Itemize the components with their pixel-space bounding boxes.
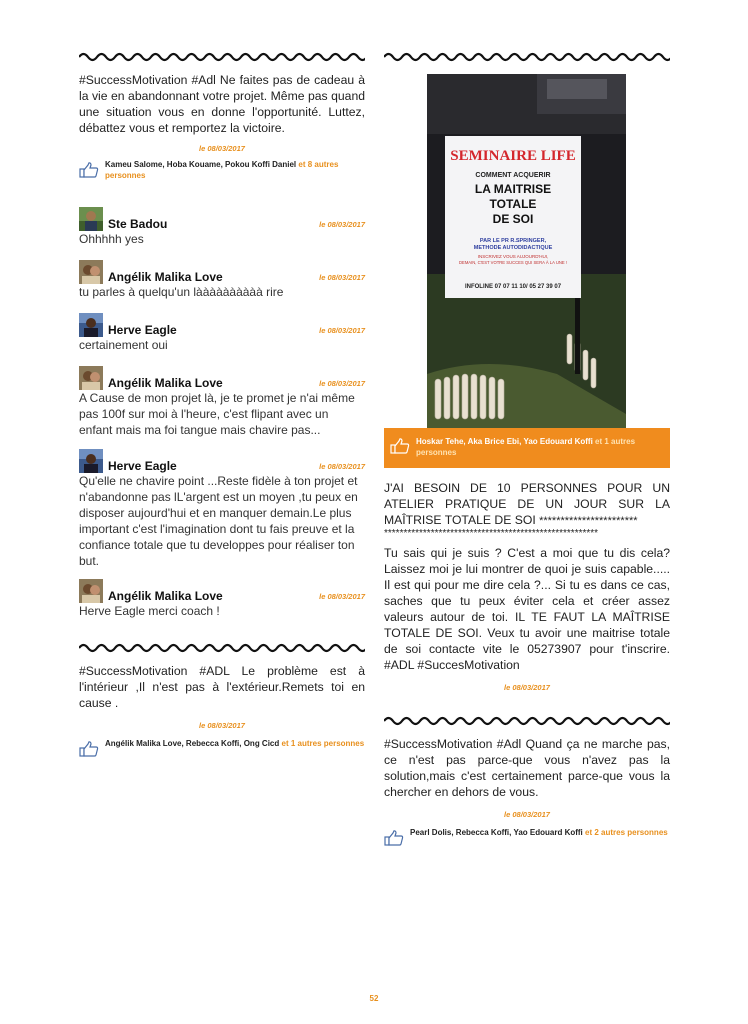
comment-author: Herve Eagle xyxy=(108,323,177,337)
sign-line: TOTALE xyxy=(489,197,537,211)
wave-divider xyxy=(384,714,670,728)
wave-divider xyxy=(79,641,365,655)
post-text: #SuccessMotivation #ADL Le problème est à l'intérieur ,Il n'est pas à l'extérieur.Remets toi en cause . xyxy=(79,664,365,710)
likes-more: et 8 autres personnes xyxy=(105,160,339,180)
likes-line xyxy=(79,159,365,181)
comment xyxy=(79,366,365,438)
comment-author: Angélik Malika Love xyxy=(108,376,223,390)
comment xyxy=(79,260,365,300)
post-text: #SuccessMotivation #Adl Ne faites pas de cadeau à la vie en abandonnant votre projet. Même pas quand une situation vous en donne l'opportunité. Luttez, débattez vous et remportez la victoire. xyxy=(79,73,365,135)
avatar xyxy=(79,449,103,473)
post-text: #SuccessMotivation #Adl Quand ça ne marche pas, ce n'est pas parce-que vous n'avez pas la solution,mais c'est certainement parce-que vous la chercher en dehors de vous. xyxy=(384,737,670,799)
post-headline: J'AI BESOIN DE 10 PERSONNES POUR UN ATELIER PRATIQUE DE UN JOUR SUR LA MAÎTRISE TOTALE DE SOI xyxy=(384,481,670,527)
post-date: le 08/03/2017 xyxy=(504,810,550,819)
post-date: le 08/03/2017 xyxy=(504,683,550,692)
comment-date: le 08/03/2017 xyxy=(319,326,365,335)
sign-line: COMMENT ACQUERIR xyxy=(475,172,551,179)
photo-likes-bar xyxy=(384,428,670,468)
avatar xyxy=(79,366,103,390)
comment-text: Herve Eagle merci coach ! xyxy=(79,604,220,618)
avatar xyxy=(79,260,103,284)
avatar xyxy=(79,313,103,337)
like-thumb-icon xyxy=(79,162,99,178)
likes-more: et 1 autres personnes xyxy=(416,437,636,457)
sign-line: LA MAITRISE xyxy=(474,182,552,196)
likes-names: Kameu Salome, Hoba Kouame, Pokou Koffi Daniel xyxy=(105,160,297,169)
comment-text: Ohhhhh yes xyxy=(79,232,144,246)
sign-line: METHODE AUTODIDACTIQUE xyxy=(473,245,553,251)
seminar-sign-photo xyxy=(427,74,626,428)
sign-line: PAR LE PR R.SPRINGER, xyxy=(479,238,547,244)
post-text xyxy=(384,480,670,529)
post-text: Tu sais qui je suis ? C'est a moi que tu dis cela? Laissez moi je lui montrer de quoi je suis capable..... Il est qui pour me dire cela ?... Si tu es dans ce cas, saches que tu peux éviter cela et créer assez valeurs autour de toi. IL TE FAUT LA MAÎTRISE TOTALE DE SOI. Veux tu avoir une maitrise totale de soi contacte vite le 05273907 pour t'inscrire. #ADL #SuccesMotivation xyxy=(384,546,670,672)
likes-line xyxy=(79,738,365,757)
likes-more: et 2 autres personnes xyxy=(585,828,668,837)
sign-title: SEMINAIRE LIFE xyxy=(450,148,576,164)
avatar xyxy=(79,579,103,603)
comment-date: le 08/03/2017 xyxy=(319,592,365,601)
comment-text: tu parles à quelqu'un làààààààààà rire xyxy=(79,285,284,299)
wave-divider xyxy=(79,50,365,64)
comment-author: Angélik Malika Love xyxy=(108,589,223,603)
comment xyxy=(79,449,365,569)
likes-names: Pearl Dolis, Rebecca Koffi, Yao Edouard Koffi xyxy=(410,828,583,837)
comment-text: A Cause de mon projet là, je te promet je n'ai même pas 100f sur moi à l'heure, c'est flipant avec un enfant mais ma foi tangue mais chavire pas... xyxy=(79,391,355,437)
like-thumb-icon xyxy=(79,741,99,757)
comment xyxy=(79,579,365,619)
right-column xyxy=(384,50,670,846)
like-thumb-icon xyxy=(384,830,404,846)
post-date: le 08/03/2017 xyxy=(199,721,245,730)
likes-names: Angélik Malika Love, Rebecca Koffi, Ong Cicd xyxy=(105,739,280,748)
comment-author: Herve Eagle xyxy=(108,459,177,473)
comment-text: certainement oui xyxy=(79,338,168,352)
sign-line: DE SOI xyxy=(492,212,534,226)
comment-author: Ste Badou xyxy=(108,217,168,231)
comment-date: le 08/03/2017 xyxy=(319,220,365,229)
asterisk-line: ******************************************************* xyxy=(384,529,599,539)
left-column xyxy=(79,50,365,757)
likes-more: et 1 autres personnes xyxy=(281,739,365,748)
comment xyxy=(79,207,365,247)
comment-text: Qu'elle ne chavire point ...Reste fidèle à ton projet et n'abandonne pas lL'argent est un moyen ,tu peux en disposer aujourd'hui et en manquer demain.Le plus important c'est l'imagination dont tu fais preuve et la confiance totale que tu developpes pour réaliser ton but. xyxy=(79,474,358,568)
comment-author: Angélik Malika Love xyxy=(108,270,223,284)
likes-line xyxy=(384,827,670,846)
avatar xyxy=(79,207,103,231)
comment-date: le 08/03/2017 xyxy=(319,273,365,282)
comment-date: le 08/03/2017 xyxy=(319,379,365,388)
sign-line: DEMAIN, C'EST VOTRE SUCCES QUI SERA À LA UNE ! xyxy=(459,260,567,265)
post-date: le 08/03/2017 xyxy=(199,144,245,153)
page-number: 52 xyxy=(369,994,379,1003)
like-thumb-icon xyxy=(390,438,410,454)
sign-line: INFOLINE 07 07 11 10/ 05 27 39 07 xyxy=(464,284,562,290)
wave-divider xyxy=(384,50,670,64)
sign-line: INSCRIVEZ VOUS AUJOURD'HUI, xyxy=(477,254,549,259)
likes-names: Hoskar Tehe, Aka Brice Ebi, Yao Edouard Koffi xyxy=(416,437,593,446)
asterisk-line: *********************** xyxy=(539,515,638,527)
comment-date: le 08/03/2017 xyxy=(319,462,365,471)
comment xyxy=(79,313,365,353)
